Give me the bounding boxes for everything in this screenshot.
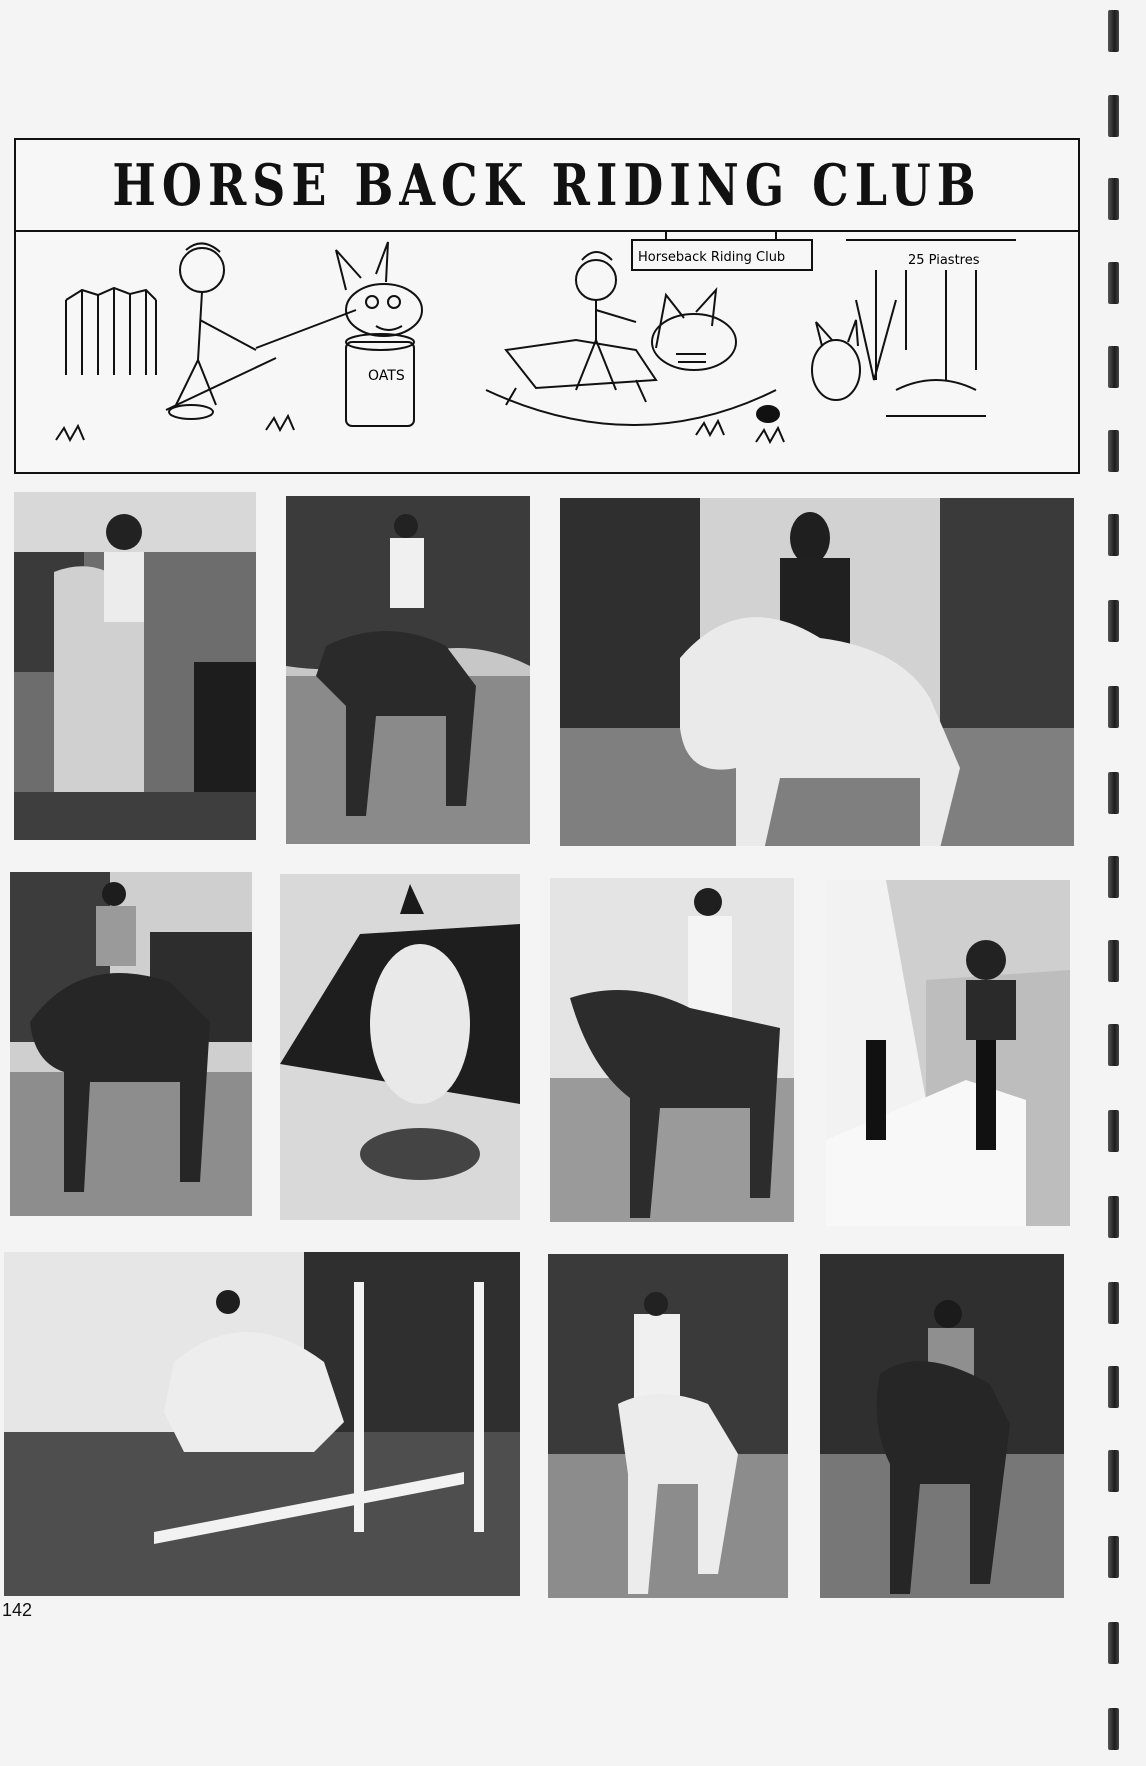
- photo-girl-on-white-horse: [560, 498, 1074, 846]
- photo-rider-resting-on-block: [826, 880, 1070, 1226]
- photo-horse-in-trailer: [280, 874, 520, 1220]
- binder-ring: [1108, 1024, 1119, 1066]
- binder-ring: [1108, 1282, 1119, 1324]
- binder-ring: [1108, 600, 1119, 642]
- club-banner: [14, 138, 1080, 474]
- binder-ring: [1108, 686, 1119, 728]
- binder-ring: [1108, 772, 1119, 814]
- photo-rider-on-path: [820, 1254, 1064, 1598]
- binder-ring: [1108, 10, 1119, 52]
- cartoon-illustration: [16, 230, 1078, 472]
- binder-rings: [1102, 0, 1128, 1766]
- binder-ring: [1108, 1196, 1119, 1238]
- photo-boy-on-dark-horse: [10, 872, 252, 1216]
- binder-ring: [1108, 346, 1119, 388]
- photo-rider-on-dark-horse-field: [286, 496, 530, 844]
- sign-club-text: Horseback Riding Club: [638, 250, 786, 265]
- binder-ring: [1108, 514, 1119, 556]
- page-title: HORSE BACK RIDING CLUB: [112, 151, 982, 219]
- page-number: 142: [2, 1600, 33, 1620]
- photo-horse-jumping: [4, 1252, 520, 1596]
- binder-ring: [1108, 262, 1119, 304]
- binder-ring: [1108, 940, 1119, 982]
- photo-rider-on-white-horse-behind: [548, 1254, 788, 1598]
- binder-ring: [1108, 178, 1119, 220]
- binder-ring: [1108, 1366, 1119, 1408]
- oats-label: OATS: [368, 368, 405, 384]
- photo-rider-on-white-horse: [14, 492, 256, 840]
- binder-ring: [1108, 1536, 1119, 1578]
- banner-title-box: [16, 140, 1078, 232]
- binder-ring: [1108, 856, 1119, 898]
- binder-ring: [1108, 1450, 1119, 1492]
- binder-ring: [1108, 1622, 1119, 1664]
- binder-ring: [1108, 430, 1119, 472]
- sign-price-text: 25 Piastres: [908, 253, 980, 268]
- photo-rider-by-building: [550, 878, 794, 1222]
- binder-ring: [1108, 1708, 1119, 1750]
- binder-ring: [1108, 95, 1119, 137]
- binder-ring: [1108, 1110, 1119, 1152]
- cartoon-drawing: [16, 230, 1078, 472]
